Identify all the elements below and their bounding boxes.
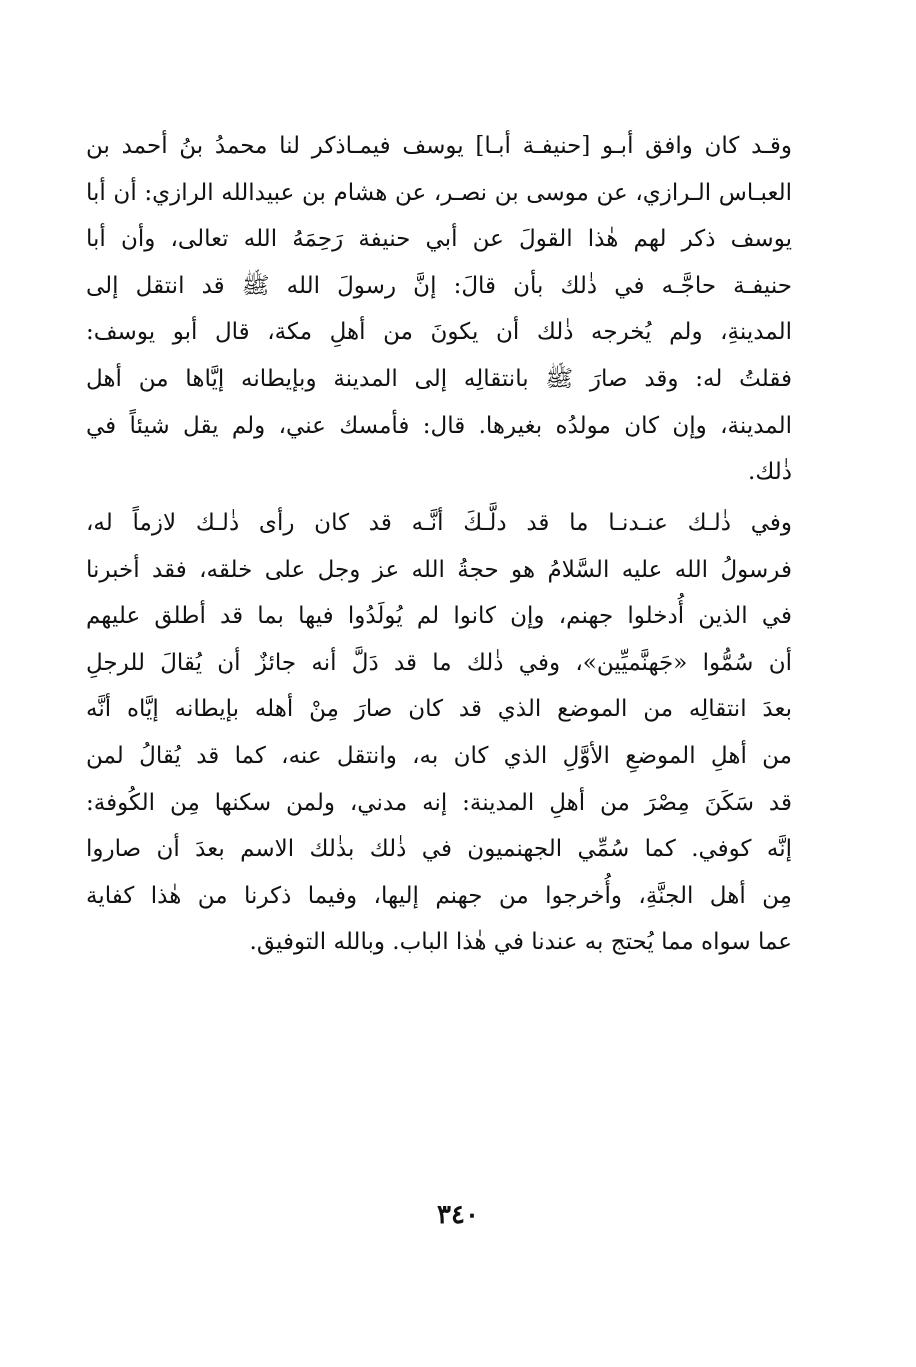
text-line: من أهلِ الموضعِ الأوَّلِ الذي كان به، وانتقل عنه، كما قد يُقالُ لمن — [86, 742, 792, 769]
text-line: حنيفـة حاجَّـه في ذٰلك بأن قالَ: إنَّ رسولَ الله ﷺ قد انتقل إلى — [86, 272, 792, 299]
text-line: يوسف ذكر لهم هٰذا القولَ عن أبي حنيفة رَحِمَهُ الله تعالى، وأن أبا — [86, 226, 792, 253]
text-line: المدينةِ، ولم يُخرجه ذٰلك أن يكونَ من أهلِ مكة، قال أبو يوسف: — [86, 319, 792, 346]
text-line: أن سُمُّوا «جَهنَّميِّين»، وفي ذٰلك ما قد دَلَّ أنه جائزٌ أن يُقالَ للرجلِ — [86, 649, 792, 676]
text-line: مِن أهل الجنَّةِ، وأُخرجوا من جهنم إليها، وفيما ذكرنا من هٰذا كفاية — [86, 882, 792, 909]
text-line: وفي ذٰلـك عنـدنـا ما قد دلَّـكَ أنَّـه قد كان رأى ذٰلـك لازماً له، — [86, 510, 792, 536]
text-line: قد سَكَنَ مِصْرَ من أهلِ المدينة: إنه مدني، ولمن سكنها مِن الكُوفة: — [86, 789, 792, 816]
paragraph-2 — [86, 500, 792, 966]
text-line: المدينة، وإن كان مولدُه بغيرها. قال: فأمسك عني، ولم يقل شيئاً في — [86, 412, 792, 439]
text-line: فرسولُ الله عليه السَّلامُ هو حجةُ الله عز وجل على خلقه، فقد أخبرنا — [86, 556, 792, 583]
text-line: إنَّه كوفي. كما سُمِّي الجهنميون في ذٰلك بذٰلك الاسم بعدَ أن صاروا — [86, 836, 792, 863]
paragraph-1 — [86, 123, 792, 496]
text-line: عما سواه مما يُحتج به عندنا في هٰذا الباب. وبالله التوفيق. — [249, 929, 792, 956]
page-number: ٣٤٠ — [437, 1200, 479, 1230]
text-line: ذٰلك. — [748, 459, 792, 486]
text-line: العبـاس الـرازي، عن موسى بن نصـر، عن هشام بن عبيدالله الرازي: أن أبا — [86, 179, 792, 206]
text-line: بعدَ انتقالِه من الموضع الذي قد كان صارَ مِنْ أهله بإيطانه إيَّاه أنَّه — [86, 696, 792, 723]
text-line: فقلتُ له: وقد صارَ ﷺ بانتقالِه إلى المدينة وبإيطانه إيَّاها من أهل — [86, 365, 792, 392]
text-line: وقـد كان وافق أبـو [حنيفـة أبـا] يوسف فيمـاذكر لنا محمدُ بنُ أحمد بن — [86, 133, 792, 159]
text-line: في الذين أُدخلوا جهنم، وإن كانوا لم يُولَدُوا فيها بما قد أطلق عليهم — [86, 603, 792, 630]
